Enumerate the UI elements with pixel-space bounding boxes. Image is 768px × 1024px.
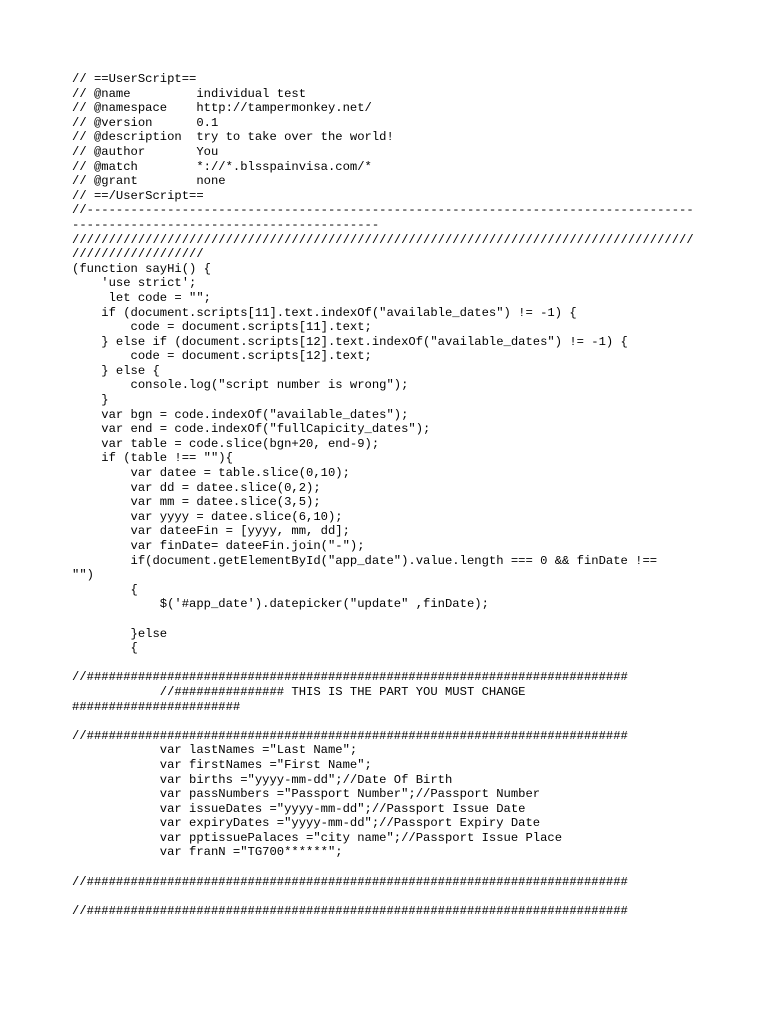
code-line: var bgn = code.indexOf("available_dates"); bbox=[72, 407, 409, 422]
code-line bbox=[72, 889, 712, 904]
code-line: if(document.getElementById("app_date").value.length === 0 && finDate !== bbox=[72, 553, 658, 568]
code-line: ####################### bbox=[72, 699, 241, 714]
code-line: var table = code.slice(bgn+20, end-9); bbox=[72, 436, 380, 451]
code-line: var firstNames ="First Name"; bbox=[72, 757, 372, 772]
code-line: //############### THIS IS THE PART YOU MUST CHANGE bbox=[72, 684, 526, 699]
code-line: // @name individual test bbox=[72, 86, 307, 101]
code-line bbox=[72, 656, 712, 671]
code-line: // @description try to take over the world! bbox=[72, 130, 394, 145]
code-line: code = document.scripts[11].text; bbox=[72, 320, 372, 335]
code-line: var mm = datee.slice(3,5); bbox=[72, 495, 321, 510]
code-line: var expiryDates ="yyyy-mm-dd";//Passport Expiry Date bbox=[72, 816, 541, 831]
code-line: // @version 0.1 bbox=[72, 115, 219, 130]
code-line: var dateeFin = [yyyy, mm, dd]; bbox=[72, 524, 350, 539]
code-line: code = document.scripts[12].text; bbox=[72, 349, 372, 364]
code-line: // @grant none bbox=[72, 174, 226, 189]
code-block bbox=[72, 72, 712, 918]
code-line: } else if (document.scripts[12].text.indexOf("available_dates") != -1) { bbox=[72, 334, 628, 349]
code-line: "") bbox=[72, 568, 94, 583]
code-line: var datee = table.slice(0,10); bbox=[72, 466, 350, 481]
code-line: } bbox=[72, 393, 109, 408]
code-line: var yyyy = datee.slice(6,10); bbox=[72, 509, 343, 524]
code-line: }else bbox=[72, 626, 168, 641]
code-line: $('#app_date').datepicker("update" ,finDate); bbox=[72, 597, 489, 612]
code-line: // @namespace http://tampermonkey.net/ bbox=[72, 101, 372, 116]
code-line: //########################################################################## bbox=[72, 874, 628, 889]
code-line: 'use strict'; bbox=[72, 276, 197, 291]
code-line: console.log("script number is wrong"); bbox=[72, 378, 409, 393]
code-line: let code = ""; bbox=[72, 290, 211, 305]
code-line: var finDate= dateeFin.join("-"); bbox=[72, 539, 365, 553]
code-line: ///////////////////////////////////////////////////////////////////////////////////// bbox=[72, 232, 694, 247]
code-line: // @match *://*.blsspainvisa.com/* bbox=[72, 159, 372, 174]
code-line: ////////////////// bbox=[72, 247, 204, 262]
code-line: if (document.scripts[11].text.indexOf("available_dates") != -1) { bbox=[72, 305, 577, 320]
code-line: //########################################################################## bbox=[72, 670, 628, 685]
code-line: // ==UserScript== bbox=[72, 72, 197, 86]
code-line: { bbox=[72, 582, 138, 597]
code-line: //########################################################################## bbox=[72, 728, 628, 743]
code-line: var issueDates ="yyyy-mm-dd";//Passport Issue Date bbox=[72, 801, 526, 816]
code-line: //----------------------------------------------------------------------------------- bbox=[72, 203, 694, 218]
code-line: } else { bbox=[72, 363, 160, 378]
code-line bbox=[72, 860, 712, 875]
code-line: var births ="yyyy-mm-dd";//Date Of Birth bbox=[72, 772, 453, 787]
code-line: // @author You bbox=[72, 144, 219, 159]
code-line: if (table !== ""){ bbox=[72, 451, 233, 466]
code-line: { bbox=[72, 641, 138, 656]
code-line: var lastNames ="Last Name"; bbox=[72, 743, 358, 758]
code-line: var dd = datee.slice(0,2); bbox=[72, 480, 321, 495]
code-line: //########################################################################## bbox=[72, 903, 628, 918]
code-line: var pptissuePalaces ="city name";//Passport Issue Place bbox=[72, 830, 563, 845]
code-line bbox=[72, 612, 712, 627]
code-line: var passNumbers ="Passport Number";//Passport Number bbox=[72, 787, 541, 802]
code-line: // ==/UserScript== bbox=[72, 188, 204, 203]
code-line: var end = code.indexOf("fullCapicity_dates"); bbox=[72, 422, 431, 437]
code-line: (function sayHi() { bbox=[72, 261, 211, 276]
code-line: ------------------------------------------ bbox=[72, 217, 380, 232]
code-line: var franN ="TG700******"; bbox=[72, 845, 343, 860]
code-line bbox=[72, 714, 712, 729]
